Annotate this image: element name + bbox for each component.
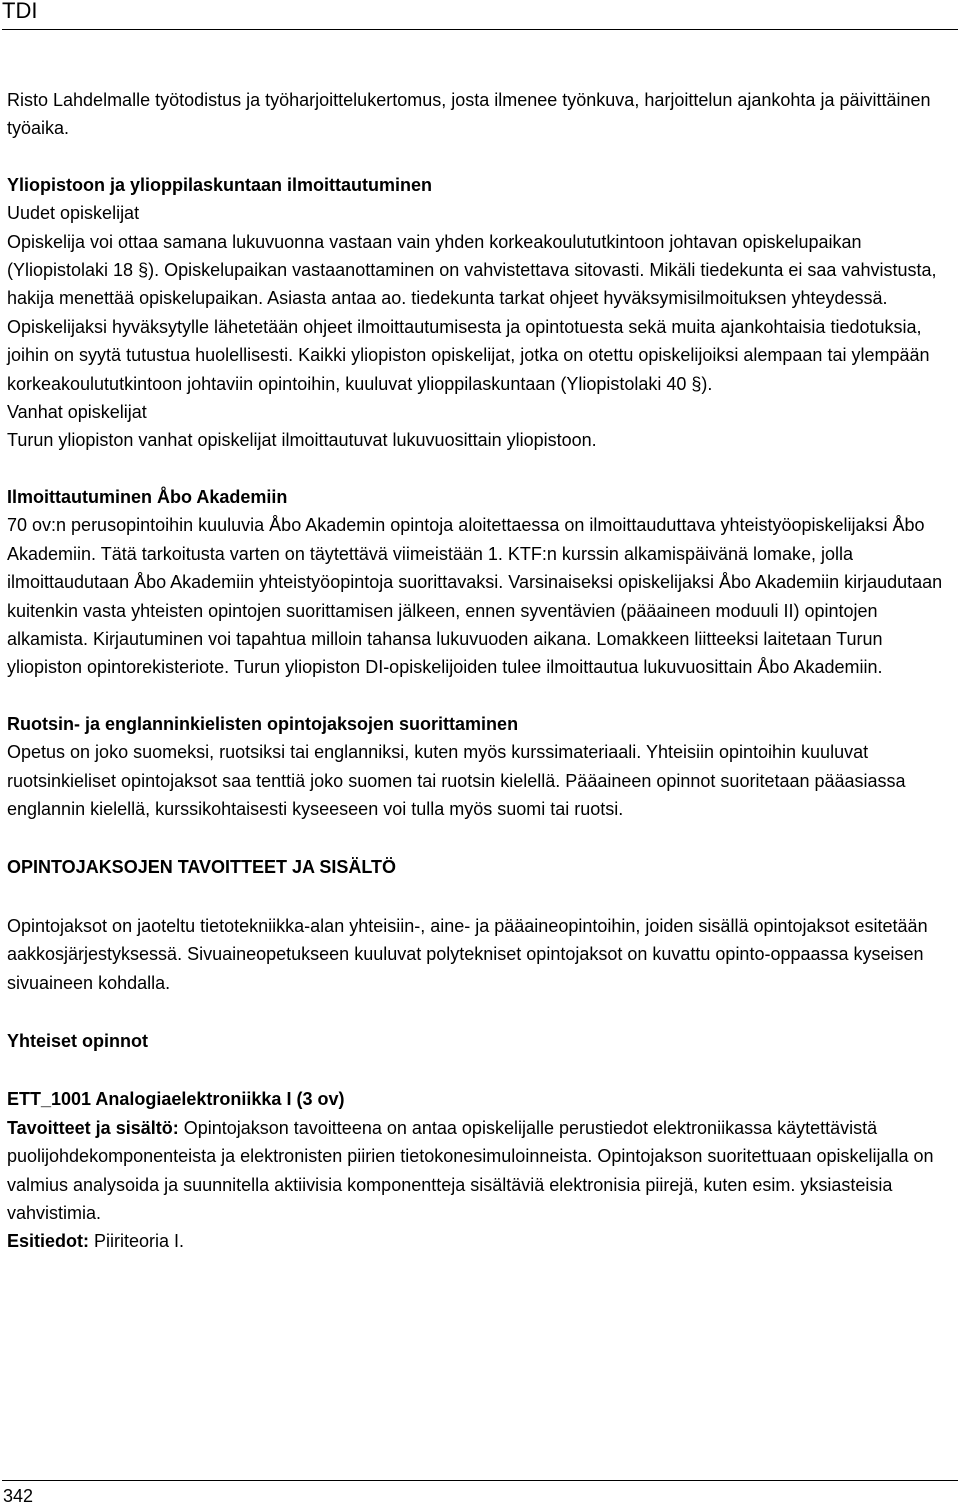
old-students-paragraph: Turun yliopiston vanhat opiskelijat ilmoittautuvat lukuvuosittain yliopistoon. bbox=[7, 430, 597, 451]
footer-divider bbox=[2, 1480, 958, 1481]
spacer bbox=[7, 882, 955, 912]
common-studies-heading: Yhteiset opinnot bbox=[7, 1030, 148, 1051]
page-number: 342 bbox=[3, 1486, 34, 1506]
abo-heading: Ilmoittautuminen Åbo Akademiin bbox=[7, 486, 288, 507]
header-divider bbox=[2, 29, 958, 30]
course-goals-paragraph bbox=[7, 1114, 955, 1228]
objectives-paragraph: Opintojaksot on jaoteltu tietotekniikka-alan yhteisiin-, aine- ja pääaineopintoihin, joiden sisällä opintojaksot esitetään aakkosjärjestyksessä. Sivuaineopetukseen kuuluvat polytekniset opintojaksot on kuvattu opinto-oppaassa kyseisen sivuaineen kohdalla. bbox=[7, 915, 928, 993]
course-title: ETT_1001 Analogiaelektroniikka I (3 ov) bbox=[7, 1089, 345, 1110]
old-students-subheading: Vanhat opiskelijat bbox=[7, 402, 147, 423]
languages-heading: Ruotsin- ja englanninkielisten opintojaksojen suorittaminen bbox=[7, 713, 519, 734]
course-prereq-text: Piiriteoria I. bbox=[89, 1231, 185, 1252]
objectives-heading: OPINTOJAKSOJEN TAVOITTEET JA SISÄLTÖ bbox=[7, 857, 397, 878]
new-students-subheading: Uudet opiskelijat bbox=[7, 203, 140, 224]
course-prereq-label: Esitiedot: bbox=[7, 1231, 90, 1252]
page-header bbox=[0, 0, 960, 30]
spacer bbox=[7, 1055, 955, 1085]
spacer bbox=[7, 997, 955, 1027]
abo-paragraph: 70 ov:n perusopintoihin kuuluvia Åbo Akademin opintoja aloitettaessa on ilmoittauduttava yhteistyöopiskelijaksi Åbo Akademiin. Tätä tarkoitusta varten on täytettävä viimeistään 1. KTF:n kurssin alkamispäivänä lomake, jolla ilmoittaudutaan Åbo Akademiin yhteistyöopintoja suorittavaksi. Varsinaiseksi opiskelijaksi Åbo Akademiin kirjaudutaan kuitenkin vasta yhteisten opintojen suorittamisen jälkeen, ennen syventävien (pääaineen moduuli II) opintojen alkamista. Kirjautuminen voi tapahtua milloin tahansa lukuvuoden aikana. Lomakkeen liitteeksi laitetaan Turun yliopiston opintorekisteriote. Turun yliopiston DI-opiskelijoiden tulee ilmoittautua lukuvuosittain Åbo Akademiin. bbox=[7, 515, 943, 678]
spacer bbox=[7, 682, 955, 710]
course-prerequisites bbox=[7, 1227, 955, 1255]
course-goals-text: Opintojakson tavoitteena on antaa opiskelijalle perustiedot elektroniikassa käytettävistä puolijohdekomponenteista ja elektronisten piirien tietokonesimuloinneista. Opintojakson suoritettuaan opiskelijalla on valmius analysoida ja suunnitella aktiivisia komponentteja sisältäviä elektronisia piirejä, kuten esim. yksiasteisia vahvistimia. bbox=[7, 1117, 934, 1223]
course-goals-label: Tavoitteet ja sisältö: bbox=[7, 1117, 179, 1138]
header-title: TDI bbox=[2, 0, 38, 23]
spacer bbox=[7, 143, 955, 171]
languages-paragraph: Opetus on joko suomeksi, ruotsiksi tai englanniksi, kuten myös kurssimateriaali. Yhteisiin opintoihin kuuluvat ruotsinkieliset opintojaksot saa tenttiä joko suomen tai ruotsin kielellä. Pääaineen opinnot suoritetaan pääasiassa englannin kielellä, kurssikohtaisesti kyseeseen voi tulla myös suomi tai ruotsi. bbox=[7, 742, 906, 819]
registration-heading: Yliopistoon ja ylioppilaskuntaan ilmoittautuminen bbox=[7, 174, 433, 195]
spacer bbox=[7, 455, 955, 483]
new-students-paragraph: Opiskelija voi ottaa samana lukuvuonna vastaan vain yhden korkeakoulututkintoon johtavan opiskelupaikan (Yliopistolaki 18 §). Opiskelupaikan vastaanottaminen on vahvistettava sitovasti. Mikäli tiedekunta ei saa vahvistusta, hakija menettää opiskelupaikan. Asiasta antaa ao. tiedekunta tarkat ohjeet hyväksymisilmoituksen yhteydessä. Opiskelijaksi hyväksytylle lähetetään ohjeet ilmoittautumisesta ja opintotuesta sekä muita ajankohtaisia tiedotuksia, joihin on syytä tutustua huolellisesti. Kaikki yliopiston opiskelijat, jotka on otettu opiskelijoiksi alempaan tai ylempään korkeakoulututkintoon johtaviin opintoihin, kuuluvat ylioppilaskuntaan (Yliopistolaki 40 §). bbox=[7, 231, 937, 394]
document-body bbox=[7, 86, 955, 1256]
spacer bbox=[7, 823, 955, 853]
intro-paragraph: Risto Lahdelmalle työtodistus ja työharjoittelukertomus, josta ilmenee työnkuva, harjoittelun ajankohta ja päivittäinen työaika. bbox=[7, 90, 931, 139]
